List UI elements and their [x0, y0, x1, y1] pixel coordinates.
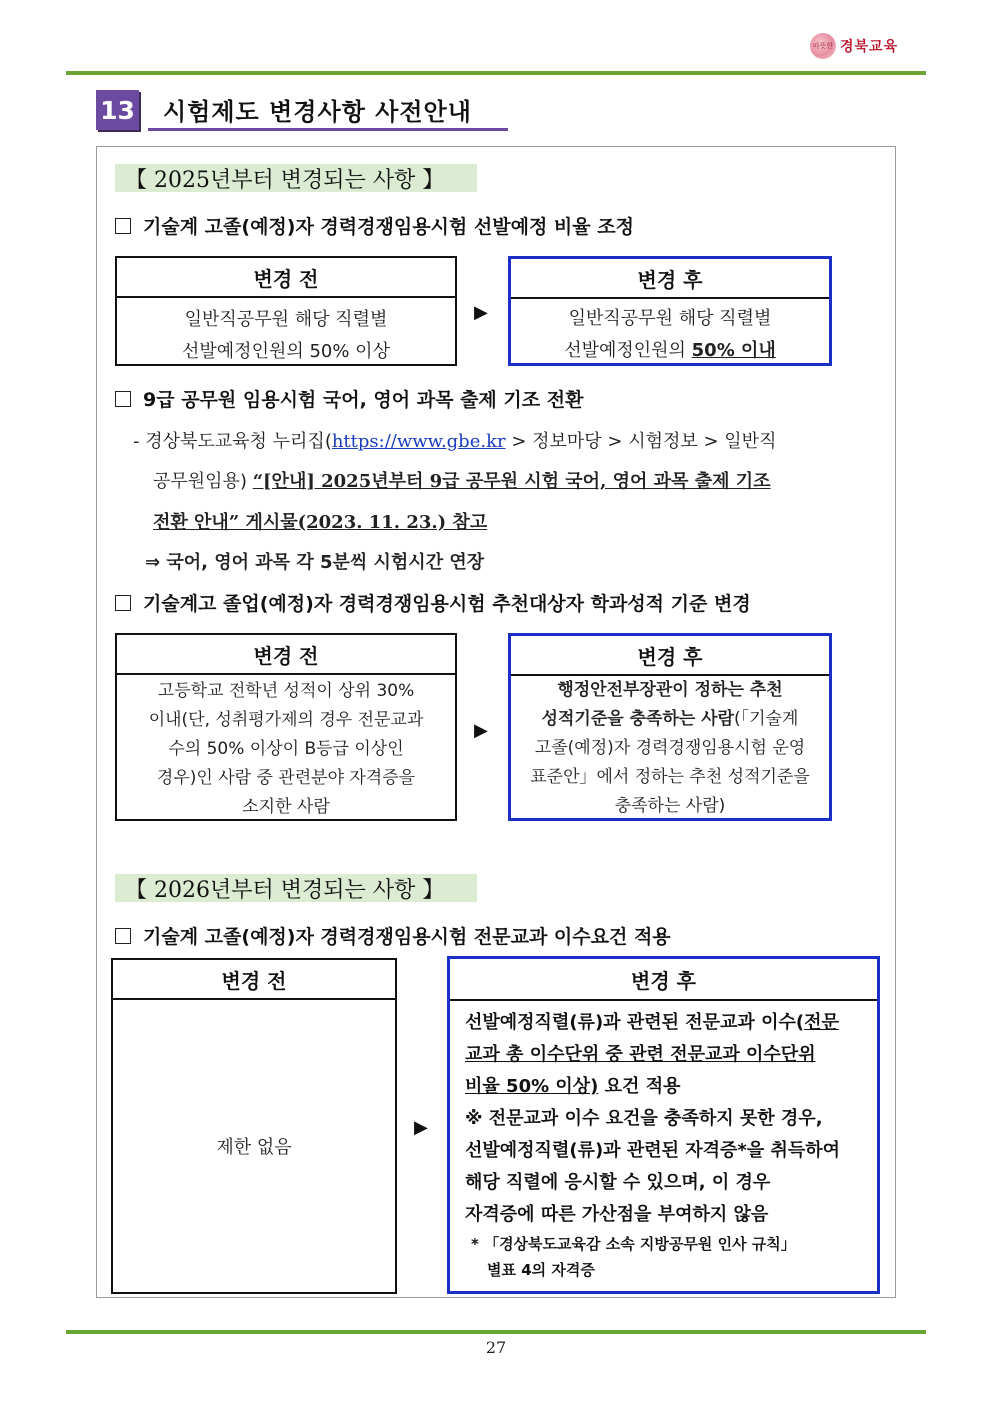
after-line: 선발예정직렬(류)과 관련된 자격증*을 취득하여 [465, 1140, 841, 1161]
question-title: 9급 공무원 임용시험 국어, 영어 과목 출제 기조 전환 [143, 389, 584, 411]
question-item [115, 212, 634, 239]
after-cell [511, 676, 829, 821]
after-line [465, 1007, 877, 1039]
after-line: 해당 직렬에 응시할 수 있으며, 이 경우 [465, 1172, 771, 1193]
before-line: 수의 50% 이상이 B등급 이상인 [168, 739, 404, 759]
after-line: 행정안전부장관이 정하는 추천 [557, 680, 783, 700]
logo [810, 33, 898, 59]
question-title: 기술계 고졸(예정)자 경력경쟁임용시험 선발예정 비율 조정 [143, 216, 634, 238]
reference-prefix: 공무원임용) [153, 471, 253, 492]
bottom-divider [66, 1330, 926, 1334]
after-line-underlined: 비율 50% 이상) [465, 1076, 599, 1097]
after-line [511, 335, 829, 367]
before-line: 소지한 사람 [242, 797, 330, 817]
checkbox-square-icon [115, 391, 131, 407]
reference-line [133, 427, 776, 453]
section-heading-2025: 【 2025년부터 변경되는 사항 】 [115, 164, 477, 192]
notice-title: “[안내] 2025년부터 9급 공무원 시험 국어, 영어 과목 출제 기조 [252, 471, 771, 492]
checkbox-square-icon [115, 595, 131, 611]
after-table [508, 256, 832, 366]
question-title: 기술계 고졸(예정)자 경력경쟁임용시험 전문교과 이수요건 적용 [143, 926, 671, 948]
page-title: 시험제도 변경사항 사전안내 [163, 97, 472, 126]
after-line-text: 요건 적용 [598, 1076, 681, 1097]
before-header: 변경 전 [113, 960, 395, 1000]
after-line: 고졸(예정)자 경력경쟁임용시험 운영 [534, 738, 806, 758]
after-line-rest: (「기술계 [734, 709, 799, 729]
after-line-bold: 성적기준을 충족하는 사람 [541, 709, 735, 729]
after-line-emphasis: 50% 이내 [691, 340, 776, 361]
notice-title-continued: 전환 안내” 게시물(2023. 11. 23.) 참고 [153, 512, 488, 533]
logo-small-text: 따뜻한 [812, 42, 834, 50]
after-cell [450, 1001, 877, 1283]
before-cell [117, 675, 455, 822]
after-line-prefix: 선발예정인원의 [564, 340, 692, 361]
before-line: 이내(단, 성취평가제의 경우 전문교과 [148, 710, 424, 730]
after-line [511, 705, 829, 734]
checkbox-square-icon [115, 928, 131, 944]
before-line: 경우)인 사람 중 관련분야 자격증을 [156, 768, 416, 788]
logo-emblem [810, 33, 836, 59]
footnote: * 「경상북도교육감 소속 지방공무원 인사 규칙」 [471, 1235, 796, 1253]
after-table [508, 633, 832, 821]
question-item [115, 922, 671, 949]
checkbox-square-icon [115, 218, 131, 234]
after-line-text: 선발예정직렬(류)과 관련된 전문교과 이수( [465, 1012, 805, 1033]
question-title: 기술계고 졸업(예정)자 경력경쟁임용시험 추천대상자 학과성적 기준 변경 [143, 593, 751, 615]
after-line: 일반직공무원 해당 직렬별 [568, 308, 772, 329]
footnote: 별표 4의 자격증 [487, 1261, 595, 1279]
section-heading-2026: 【 2026년부터 변경되는 사항 】 [115, 874, 477, 902]
after-line: 교과 총 이수단위 중 관련 전문교과 이수단위 [465, 1044, 816, 1065]
after-cell [511, 299, 829, 367]
after-line-underlined: 전문 [804, 1012, 839, 1033]
before-line: 고등학교 전학년 성적이 상위 30% [157, 681, 415, 701]
arrow-right-icon: ▶ [474, 720, 488, 741]
after-line: 충족하는 사람) [614, 796, 726, 816]
before-cell [117, 298, 455, 368]
section-number-badge: 13 [96, 90, 139, 130]
after-header: 변경 후 [450, 959, 877, 1001]
after-line: ※ 전문교과 이수 요건을 충족하지 못한 경우, [465, 1108, 823, 1129]
result-line: ⇒ 국어, 영어 과목 각 5분씩 시험시간 연장 [145, 552, 485, 573]
question-item [115, 385, 583, 412]
logo-text: 경북교육 [840, 39, 899, 55]
before-header: 변경 전 [117, 258, 455, 298]
after-line [465, 1071, 877, 1103]
after-table [447, 956, 880, 1294]
top-divider [66, 71, 926, 75]
before-line: 일반직공무원 해당 직렬별 [184, 309, 388, 330]
before-table [115, 633, 457, 821]
after-line: 표준안」에서 정하는 추천 성적기준을 [530, 767, 810, 787]
before-header: 변경 전 [117, 635, 455, 675]
arrow-right-icon: ▶ [414, 1117, 428, 1138]
before-line: 선발예정인원의 50% 이상 [182, 341, 390, 362]
question-item [115, 589, 751, 616]
reference-line [153, 467, 771, 493]
page-number: 27 [485, 1338, 507, 1357]
before-cell: 제한 없음 [216, 1137, 292, 1158]
reference-prefix: - 경상북도교육청 누리집( [133, 431, 332, 452]
before-table [115, 256, 457, 366]
title-underline [148, 128, 508, 131]
gbe-link[interactable]: https://www.gbe.kr [331, 431, 506, 452]
after-header: 변경 후 [511, 259, 829, 299]
arrow-right-icon: ▶ [474, 302, 488, 323]
after-line: 자격증에 따른 가산점을 부여하지 않음 [465, 1204, 769, 1225]
reference-suffix: > 정보마당 > 시험정보 > 일반직 [505, 431, 777, 452]
after-header: 변경 후 [511, 636, 829, 676]
before-table [111, 958, 397, 1294]
